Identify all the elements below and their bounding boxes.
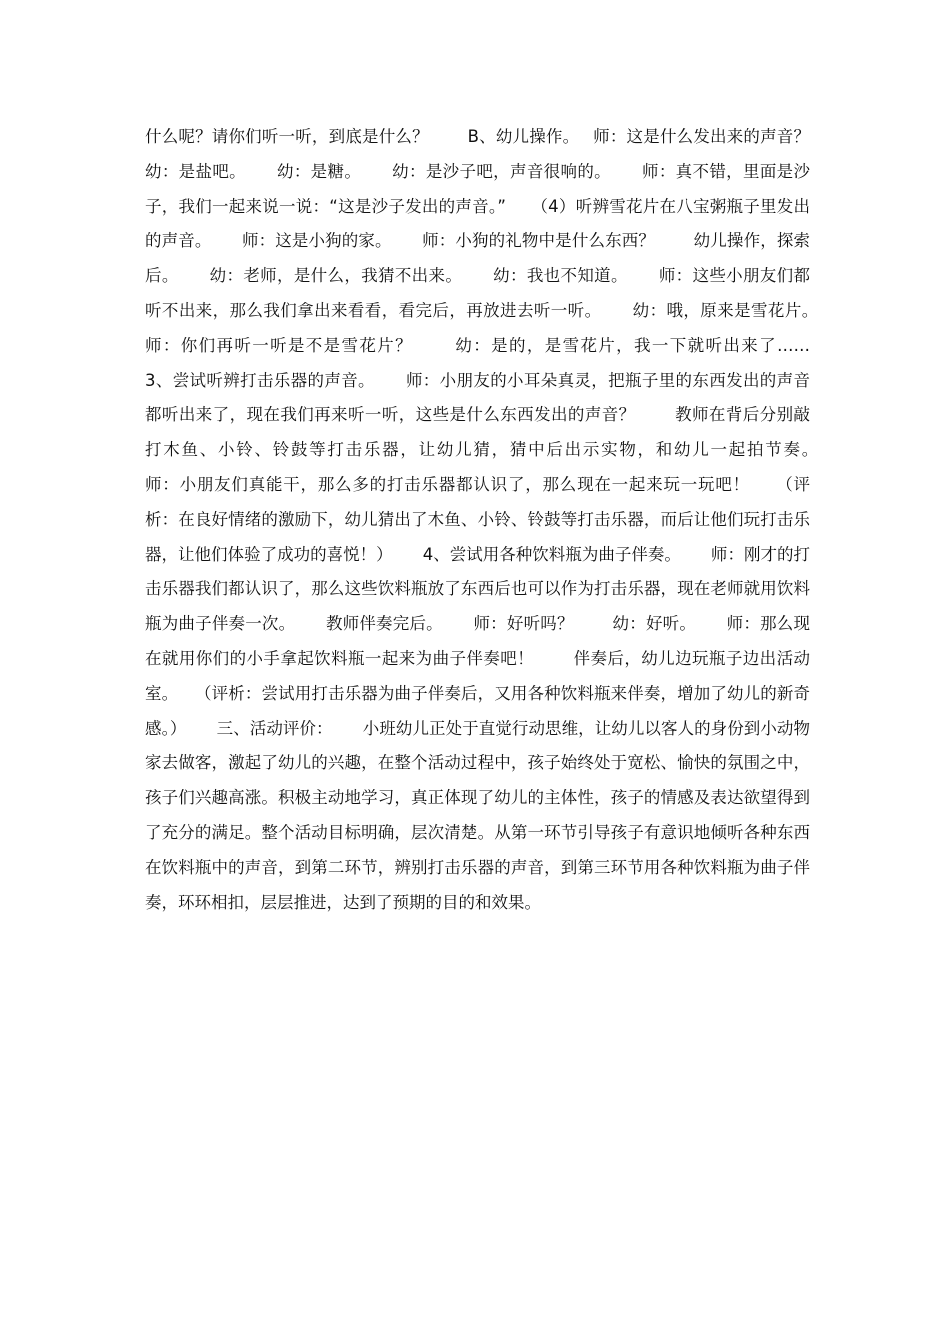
body-paragraph: 什么呢？请你们听一听，到底是什么？ B、幼儿操作。 师：这是什么发出来的声音？ 幼：是盐吧。 幼：是糖。 幼：是沙子吧，声音很响的。 师：真不错，里面是沙子，我们一起来说一说：“这是沙子发出的声音。” （4）听辨雪花片在八宝粥瓶子里发出的声音。 师：这是小狗的家。 师：小狗的礼物中是什么东西？ 幼儿操作，探索后。 幼：老师，是什么，我猜不出来。 幼：我也不知道。 师：这些小朋友们都听不出来，那么我们拿出来看看，看完后，再放进去听一听。 幼：哦，原来是雪花片。 师：你们再听一听是不是雪花片？ 幼：是的，是雪花片，我一下就听出来了…… 3、尝试听辨打击乐器的声音。 师：小朋友的小耳朵真灵，把瓶子里的东西发出的声音都听出来了，现在我们再来听一听，这些是什么东西发出的声音？ 教师在背后分别敲打木鱼、小铃、铃鼓等打击乐器，让幼儿猜，猜中后出示实物，和幼儿一起拍节奏。 师：小朋友们真能干，那么多的打击乐器都认识了，那么现在一起来玩一玩吧！ （评析：在良好情绪的激励下，幼儿猜出了木鱼、小铃、铃鼓等打击乐器，而后让他们玩打击乐器，让他们体验了成功的喜悦！） 4、尝试用各种饮料瓶为曲子伴奏。 师：刚才的打击乐器我们都认识了，那么这些饮料瓶放了东西后也可以作为打击乐器，现在老师就用饮料瓶为曲子伴奏一次。 教师伴奏完后。 师：好听吗？ 幼：好听。 师：那么现在就用你们的小手拿起饮料瓶一起来为曲子伴奏吧！ 伴奏后，幼儿边玩瓶子边出活动室。 （评析：尝试用打击乐器为曲子伴奏后，又用各种饮料瓶来伴奏，增加了幼儿的新奇感。） 三、活动评价： 小班幼儿正处于直觉行动思维，让幼儿以客人的身份到小动物家去做客，激起了幼儿的兴趣，在整个活动过程中，孩子始终处于宽松、愉快的氛围之中，孩子们兴趣高涨。积极主动地学习，真正体现了幼儿的主体性，孩子的情感及表达欲望得到了充分的满足。整个活动目标明确，层次清楚。从第一环节引导孩子有意识地倾听各种东西在饮料瓶中的声音，到第二环节，辨别打击乐器的声音，到第三环节用各种饮料瓶为曲子伴奏，环环相扣，层层推进，达到了预期的目的和效果。: [145, 127, 849, 912]
